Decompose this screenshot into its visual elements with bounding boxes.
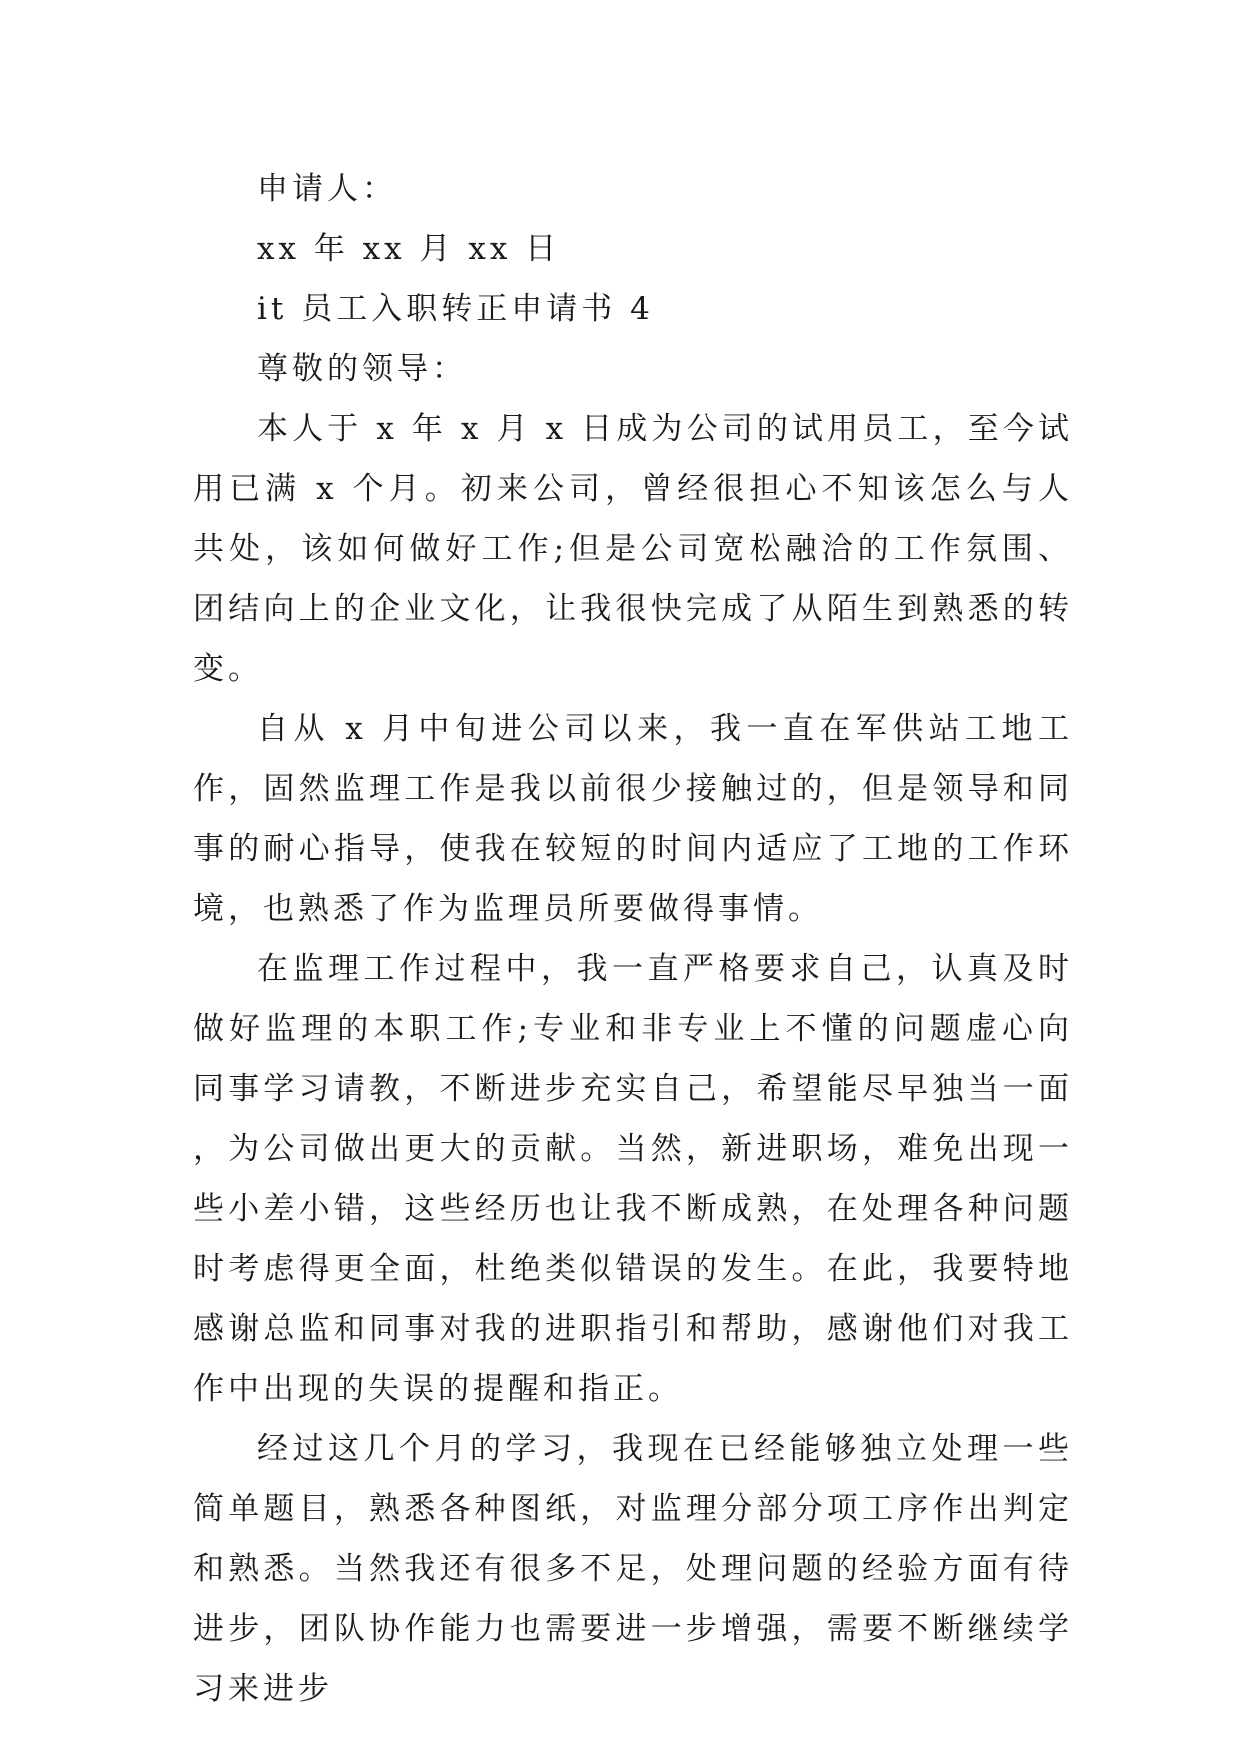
salutation: 尊敬的领导： [257,351,467,387]
paragraph-1: 本人于 x 年 x 月 x 日成为公司的试用员工，至今试用已满 x 个月。初来公司，曾经很担心不知该怎么与人共处，该如何做好工作;但是公司宽松融洽的工作氛围、团结向上的企业文化，让我很快完成了从陌生到熟悉的转变。 [193,411,1073,687]
applicant-line: 申请人： [257,171,397,207]
document-title: it 员工入职转正申请书 4 [257,291,654,327]
paragraph-2: 自从 x 月中旬进公司以来，我一直在军供站工地工作，固然监理工作是我以前很少接触过的，但是领导和同事的耐心指导，使我在较短的时间内适应了工地的工作环境，也熟悉了作为监理员所要做得事情。 [193,711,1073,927]
document-body [193,159,1073,1719]
date-line: xx 年 xx 月 xx 日 [257,231,561,267]
paragraph-4: 经过这几个月的学习，我现在已经能够独立处理一些简单题目，熟悉各种图纸，对监理分部分项工序作出判定和熟悉。当然我还有很多不足，处理问题的经验方面有待进步，团队协作能力也需要进一步增强，需要不断继续学习来进步 [193,1431,1073,1707]
paragraph-3: 在监理工作过程中，我一直严格要求自己，认真及时做好监理的本职工作;专业和非专业上不懂的问题虚心向同事学习请教，不断进步充实自己，希望能尽早独当一面，为公司做出更大的贡献。当然，新进职场，难免出现一些小差小错，这些经历也让我不断成熟，在处理各种问题时考虑得更全面，杜绝类似错误的发生。在此，我要特地感谢总监和同事对我的进职指引和帮助，感谢他们对我工作中出现的失误的提醒和指正。 [193,951,1073,1407]
